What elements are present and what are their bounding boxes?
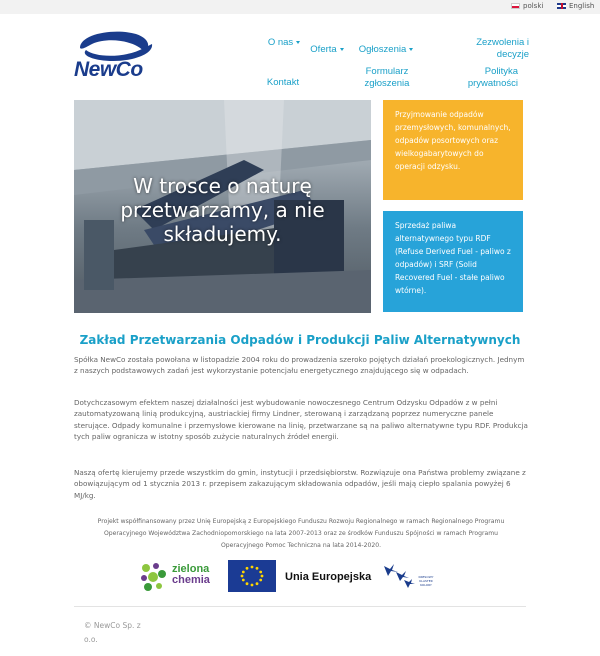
unia-europejska-label: Unia Europejska <box>285 571 372 583</box>
hero-slider[interactable] <box>74 100 371 313</box>
nav-formularz[interactable]: Formularz zgłoszenia <box>364 66 410 89</box>
footer-divider <box>74 606 526 607</box>
zielona-label: zielona <box>172 563 210 575</box>
copyright: © NewCo Sp. z o.o. <box>84 621 141 644</box>
eu-funding-note: Projekt współfinansowany przez Unię Europejską z Europejskiego Funduszu Rozwoju Regionalnego w ramach Regionalnego Programu Operacyjnego Województwa Zachodniopomorskiego na lata 2007-2013 oraz ze środków Funduszu Spójności w ramach Programu Operacyjnego Pomoc Techniczna na lata 2014-2020. <box>97 518 505 550</box>
nav-o-nas-label: O nas <box>267 37 294 48</box>
nav-ogloszenia[interactable] <box>355 44 417 56</box>
logo-wordmark[interactable]: NewCo <box>74 58 143 81</box>
language-polish-label: polski <box>523 2 544 10</box>
intro-paragraph: Spółka NewCo została powołana w listopadzie 2004 roku do prowadzenia szeroko pojętych działań proekologicznych. Jednym z naszych podstawowych zadań jest wykorzystanie potencjału energetycznego znajdującego się w odpadach. <box>74 355 525 376</box>
poland-flag-icon <box>511 3 520 9</box>
chevron-down-icon <box>296 41 300 44</box>
chemia-label: chemia <box>172 574 210 586</box>
offer-paragraph: Naszą ofertę kierujemy przede wszystkim do gmin, instytucji i przedsiębiorstw. Rozwiązuje ona Państwa problemy związane z obowiązującym od 1 stycznia 2013 r. przepisem zakazującym składowania odpadów, jeśli mają ciepło spalania powyżej 6 MJ/kg. <box>74 468 526 500</box>
nav-kontakt[interactable]: Kontakt <box>266 77 300 88</box>
hero-headline: W trosce o naturę przetwarzamy, a nie składujemy. <box>120 174 325 246</box>
page-title: Zakład Przetwarzania Odpadów i Produkcji Paliw Alternatywnych <box>79 333 521 347</box>
nav-o-nas[interactable] <box>266 37 302 49</box>
nav-zezwolenia[interactable]: Zezwolenia i decyzje <box>476 37 529 60</box>
birds-cluster-label: KRESOWY KLASTER KOLORY <box>418 575 434 587</box>
molecule-icon <box>136 560 170 594</box>
chevron-down-icon <box>340 48 344 51</box>
nav-ogloszenia-label: Ogłoszenia <box>358 44 407 55</box>
nav-polityka[interactable]: Polityka prywatności <box>467 66 518 89</box>
eu-flag-icon <box>228 560 276 592</box>
nav-oferta-label: Oferta <box>310 44 337 55</box>
language-bar <box>0 0 600 14</box>
nav-oferta[interactable] <box>306 44 348 56</box>
language-english-label: English <box>569 2 595 10</box>
achievements-paragraph: Dotychczasowym efektem naszej działalności jest wybudowanie nowoczesnego Centrum Odzysku Odpadów z w pełni zautomatyzowaną linią produkcyjną, austriackiej firmy Lindner, sterowaną i zarządzaną poprzez numeryczne panele sterujące. Odpady komunalne i przemysłowe kierowane na linię, przetwarzane są na paliwo alternatywne typu RDF. Produkcja tych paliw ogranicza w istotny sposób zużycie naturalnych źródeł energii. <box>74 398 528 441</box>
eu-stars-icon <box>228 560 276 592</box>
language-polish[interactable] <box>511 2 543 10</box>
chevron-down-icon <box>409 48 413 51</box>
service-box-waste-intake[interactable]: Przyjmowanie odpadów przemysłowych, komunalnych, odpadów posortowych oraz wielkogabarytowych do operacji odzysku. <box>383 100 523 200</box>
partner-logos <box>0 560 600 594</box>
uk-flag-icon <box>557 3 566 9</box>
language-english[interactable] <box>557 2 594 10</box>
service-box-rdf-sales[interactable]: Sprzedaż paliwa alternatywnego typu RDF (Refuse Derived Fuel - paliwo z odpadów) i SRF (Solid Recovered Fuel - stałe paliwo wtórne). <box>383 211 523 312</box>
zielona-chemia-logo[interactable] <box>136 560 218 594</box>
